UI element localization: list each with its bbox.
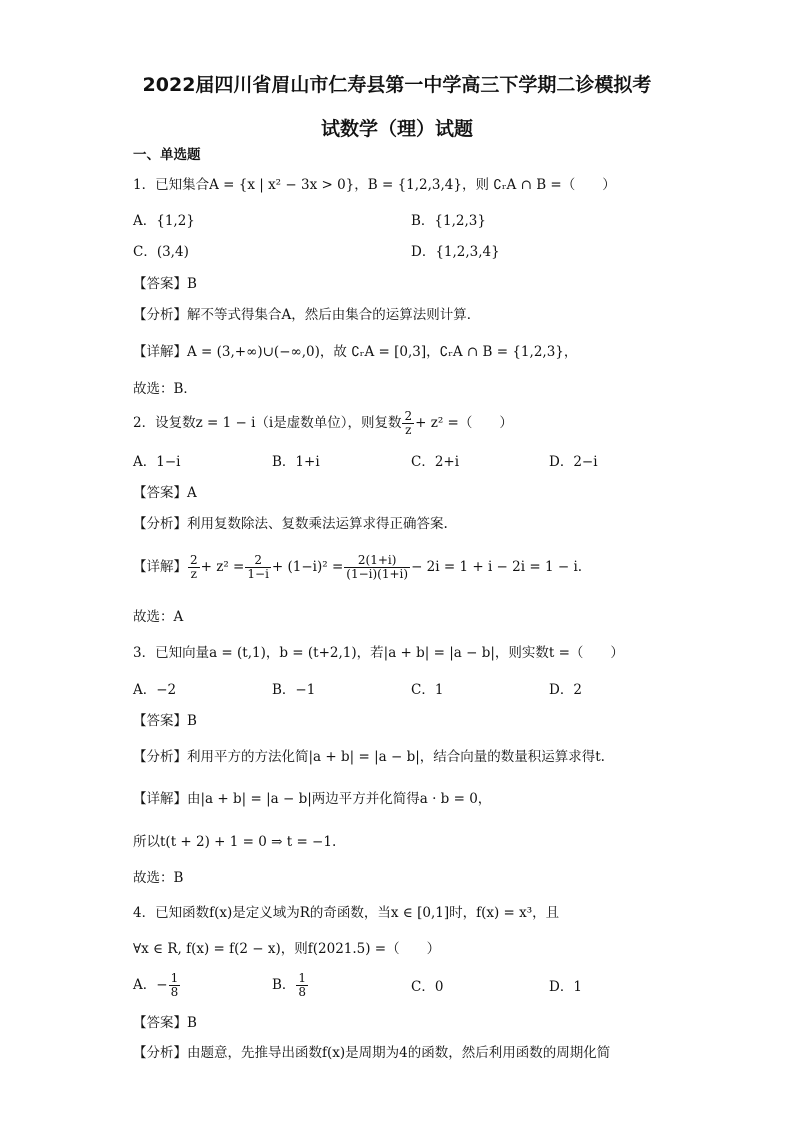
q4-option-a-prefix: A．− — [133, 977, 168, 993]
q2-stem-post: + z² =（ ） — [415, 415, 513, 431]
q3-analysis: 【分析】利用平方的方法化简|a + b| = |a − b|，结合向量的数量积运算求得t. — [133, 749, 605, 765]
q3-option-c: C．1 — [411, 682, 444, 698]
q4-option-a-den: 8 — [170, 985, 179, 999]
q1-option-b: B．{1,2,3} — [411, 213, 486, 229]
q2-detail-frac-1 — [188, 554, 200, 581]
q4-option-d: D．1 — [549, 979, 582, 995]
q1-stem: 1．已知集合A = {x | x² − 3x > 0}，B = {1,2,3,4}，则 ∁ᵣA ∩ B =（ ） — [133, 177, 616, 193]
q2-option-c: C．2+i — [411, 454, 460, 470]
q2-detail-frac-3-den: (1−i)(1+i) — [346, 567, 409, 581]
q4-option-a-num: 1 — [170, 971, 179, 985]
q2-option-d: D．2−i — [549, 454, 598, 470]
q2-stem-frac-num: 2 — [404, 409, 413, 423]
q2-stem-fraction — [402, 410, 414, 437]
q2-detail-frac-1-den: z — [190, 567, 197, 581]
q4-option-a-fraction — [169, 972, 181, 999]
q2-detail-mid-1: + z² = — [200, 559, 245, 575]
q2-analysis: 【分析】利用复数除法、复数乘法运算求得正确答案. — [133, 516, 448, 532]
q2-detail-frac-2-den: 1−i — [247, 567, 269, 581]
q2-detail-frac-3-num: 2(1+i) — [344, 554, 410, 568]
q2-stem — [133, 408, 513, 438]
q2-detail-frac-3 — [344, 554, 410, 581]
q2-detail — [133, 550, 582, 584]
q1-option-d: D．{1,2,3,4} — [411, 244, 500, 260]
q4-option-b-prefix: B． — [272, 977, 296, 993]
q4-option-b-fraction — [296, 972, 308, 999]
q3-option-b: B．−1 — [272, 682, 316, 698]
q2-detail-frac-1-num: 2 — [190, 553, 198, 567]
q2-detail-tail: − 2i = 1 + i − 2i = 1 − i. — [411, 559, 583, 575]
q2-choose: 故选：A — [133, 609, 184, 625]
q3-option-d: D．2 — [549, 682, 582, 698]
q3-stem: 3．已知向量a = (t,1)，b = (t+2,1)，若|a + b| = |a − b|，则实数t =（ ） — [133, 645, 624, 661]
q4-stem-2: ∀x ∈ R, f(x) = f(2 − x)，则f(2021.5) =（ ） — [133, 941, 441, 957]
q1-option-c: C．(3,4) — [133, 244, 189, 260]
q2-detail-mid-2: + (1−i)² = — [271, 559, 344, 575]
q4-option-c: C．0 — [411, 979, 444, 995]
q4-option-a — [133, 970, 181, 1000]
q3-choose: 故选：B — [133, 870, 184, 886]
q1-choose: 故选：B． — [133, 381, 197, 397]
q1-option-a: A．{1,2} — [133, 213, 195, 229]
q2-detail-frac-2-num: 2 — [245, 554, 271, 568]
q3-option-a: A．−2 — [133, 682, 177, 698]
q4-option-b-num: 1 — [298, 971, 307, 985]
q3-detail-2: 所以t(t + 2) + 1 = 0 ⇒ t = −1. — [133, 834, 337, 850]
q1-analysis: 【分析】解不等式得集合A，然后由集合的运算法则计算． — [133, 307, 481, 323]
q2-stem-pre: 2．设复数z = 1 − i（i是虚数单位），则复数 — [133, 415, 402, 431]
q4-stem: 4．已知函数f(x)是定义域为R的奇函数，当x ∈ [0,1]时，f(x) = x³，且 — [133, 905, 560, 921]
q4-option-b-den: 8 — [298, 985, 307, 999]
q2-stem-frac-den: z — [405, 423, 412, 437]
section-heading: 一、单选题 — [133, 147, 201, 163]
q3-answer: 【答案】B — [133, 713, 197, 729]
q4-analysis: 【分析】由题意，先推导出函数f(x)是周期为4的函数，然后利用函数的周期化简 — [133, 1045, 611, 1061]
q4-option-b — [272, 970, 309, 1000]
q1-detail: 【详解】A = (3,+∞)∪(−∞,0)，故 ∁ᵣA = [0,3]，∁ᵣA ∩ B = {1,2,3}， — [133, 344, 578, 360]
q1-answer: 【答案】B — [133, 276, 197, 292]
q3-detail: 【详解】由|a + b| = |a − b|两边平方并化简得a · b = 0， — [133, 791, 492, 807]
q4-answer: 【答案】B — [133, 1015, 197, 1031]
q2-option-b: B．1+i — [272, 454, 320, 470]
q2-detail-frac-2 — [245, 554, 271, 581]
title-line-1: 2022届四川省眉山市仁寿县第一中学高三下学期二诊模拟考 — [142, 74, 652, 96]
q2-detail-tag: 【详解】 — [133, 559, 187, 575]
q2-answer: 【答案】A — [133, 485, 197, 501]
title-line-2: 试数学（理）试题 — [320, 118, 473, 140]
q2-option-a: A．1−i — [133, 454, 181, 470]
